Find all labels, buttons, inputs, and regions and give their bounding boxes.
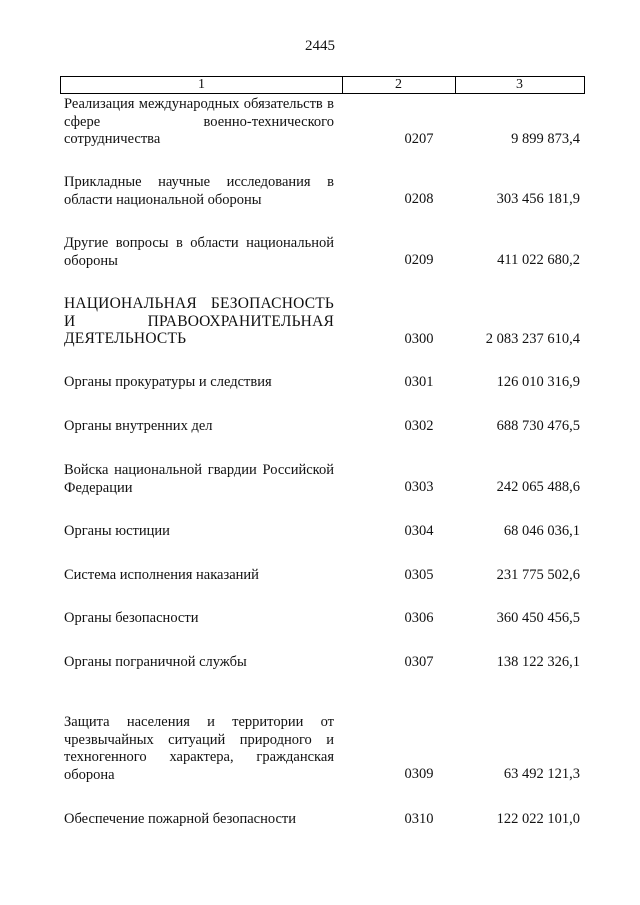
row-amount: 303 456 181,9 — [496, 191, 580, 207]
row-amount: 138 122 326,1 — [496, 654, 580, 670]
row-name: Защита населения и территории от чрезвычайных ситуаций природного и техногенного характера, гражданская оборона — [64, 714, 334, 783]
row-amount: 2 083 237 610,4 — [485, 331, 580, 347]
row-name: Органы юстиции — [64, 523, 170, 539]
row-code: 0304 — [404, 523, 434, 539]
row-name: Органы пограничной службы — [64, 654, 247, 670]
row-amount: 122 022 101,0 — [496, 811, 580, 827]
row-code: 0301 — [404, 374, 434, 390]
row-name: Органы безопасности — [64, 610, 199, 626]
column-header-3: 3 — [516, 77, 523, 92]
section-title: НАЦИОНАЛЬНАЯ БЕЗОПАСНОСТЬ И ПРАВООХРАНИТЕЛЬНАЯ ДЕЯТЕЛЬНОСТЬ — [64, 295, 334, 347]
row-amount: 242 065 488,6 — [496, 479, 580, 495]
column-header-1: 1 — [61, 77, 343, 93]
row-amount: 63 492 121,3 — [503, 766, 580, 782]
row-amount: 688 730 476,5 — [496, 418, 580, 434]
row-code: 0306 — [404, 610, 434, 626]
row-code: 0309 — [404, 766, 434, 782]
row-name: Обеспечение пожарной безопасности — [64, 811, 297, 827]
row-code: 0300 — [404, 331, 434, 347]
row-amount: 126 010 316,9 — [496, 374, 580, 390]
row-code: 0310 — [404, 811, 434, 827]
row-code: 0303 — [404, 479, 434, 495]
row-name: Прикладные научные исследования в области национальной обороны — [64, 174, 334, 208]
row-amount: 411 022 680,2 — [497, 252, 580, 268]
row-name: Органы прокуратуры и следствия — [64, 374, 272, 390]
row-name: Система исполнения наказаний — [64, 567, 259, 583]
row-amount: 360 450 456,5 — [496, 610, 580, 626]
row-name: Органы внутренних дел — [64, 418, 213, 434]
row-name: Войска национальной гвардии Российской Федерации — [64, 462, 334, 496]
row-code: 0209 — [404, 252, 434, 268]
page-number: 2445 — [305, 38, 335, 54]
row-code: 0307 — [404, 654, 434, 670]
row-code: 0305 — [404, 567, 434, 583]
row-name: Другие вопросы в области национальной обороны — [64, 235, 334, 269]
row-code: 0302 — [404, 418, 434, 434]
table-header — [60, 76, 585, 94]
row-amount: 231 775 502,6 — [496, 567, 580, 583]
row-amount: 68 046 036,1 — [503, 523, 580, 539]
row-amount: 9 899 873,4 — [511, 131, 580, 147]
row-code: 0207 — [404, 131, 434, 147]
row-code: 0208 — [404, 191, 434, 207]
column-header-2: 2 — [342, 77, 456, 93]
row-name: Реализация международных обязательств в сфере военно-технического сотрудничества — [64, 96, 334, 147]
